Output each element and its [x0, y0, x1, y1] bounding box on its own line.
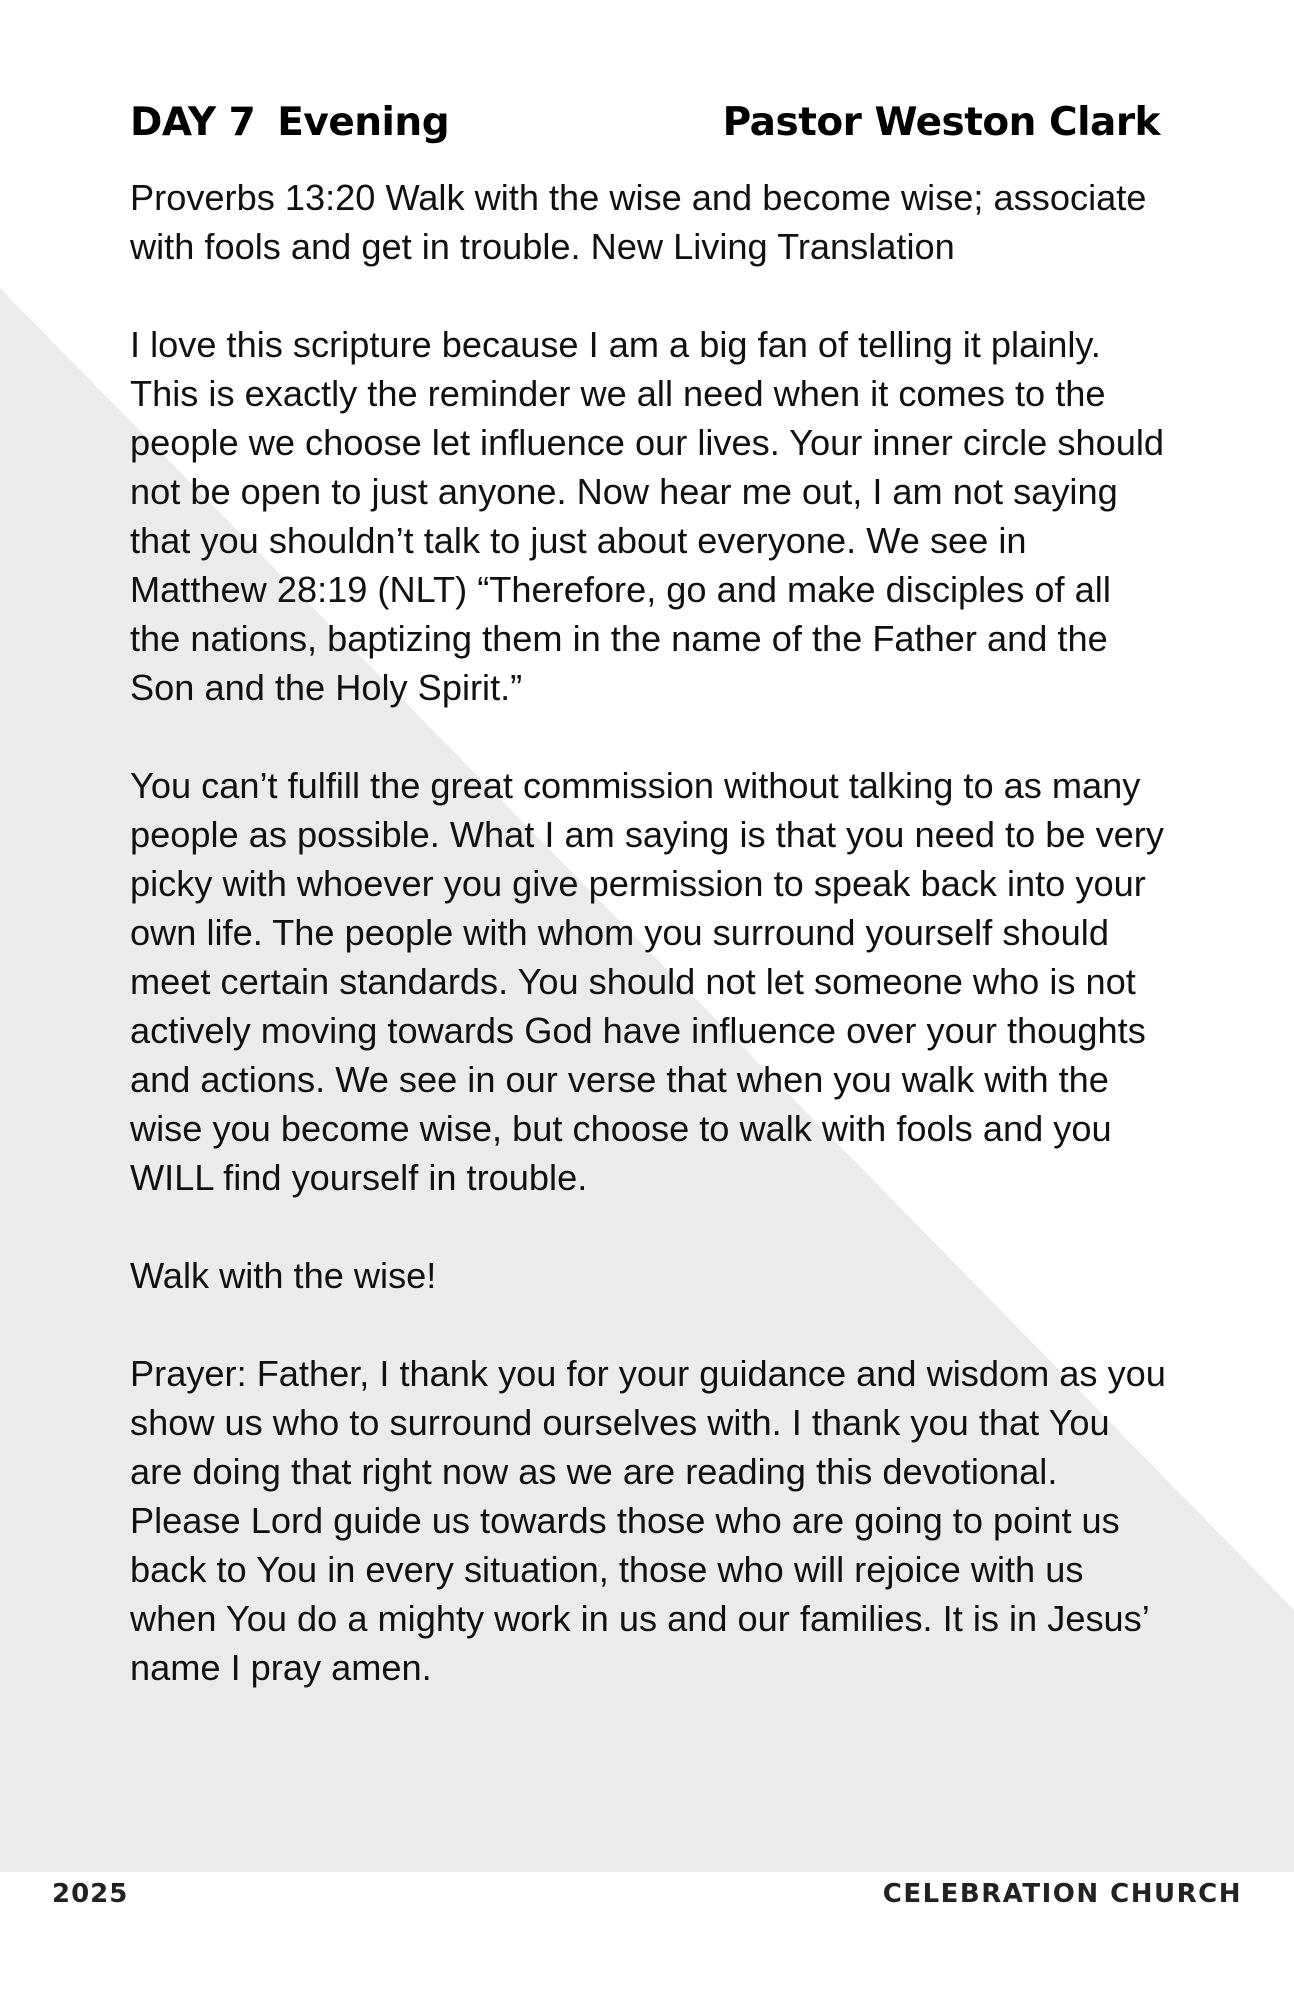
- page-footer: [0, 1872, 1294, 2000]
- devotional-body: [130, 173, 1170, 1741]
- scripture-reference: Proverbs 13:20 Walk with the wise and become wise; associate with fools and get in trouble. New Living Translation: [130, 177, 1147, 267]
- footer-year: 2025: [52, 1879, 129, 1909]
- footer-church-name: CELEBRATION CHURCH: [882, 1879, 1242, 1909]
- day-number: DAY 7: [130, 100, 256, 145]
- body-paragraph-2: You can’t fulfill the great commission without talking to as many people as possible. What I am saying is that you need to be very picky with whoever you give permission to speak back into your own life. The people with whom you surround yourself should meet certain standards. You should not let someone who is not actively moving towards God have influence over your thoughts and actions. We see in our verse that when you walk with the wise you become wise, but choose to walk with fools and you WILL find yourself in trouble.: [130, 765, 1164, 1198]
- exhortation-line: Walk with the wise!: [130, 1255, 437, 1296]
- day-heading: [130, 100, 449, 145]
- prayer-paragraph: Prayer: Father, I thank you for your guidance and wisdom as you show us who to surround ourselves with. I thank you that You are doing that right now as we are reading this devotional. Please Lord guide us towards those who are going to point us back to You in every situation, those who will rejoice with us when You do a mighty work in us and our families. It is in Jesus’ name I pray amen.: [130, 1353, 1166, 1688]
- body-paragraph-1: I love this scripture because I am a big fan of telling it plainly. This is exactly the reminder we all need when it comes to the people we choose let influence our lives. Your inner circle should not be open to just anyone. Now hear me out, I am not saying that you shouldn’t talk to just about everyone. We see in Matthew 28:19 (NLT) “Therefore, go and make disciples of all the nations, baptizing them in the name of the Father and the Son and the Holy Spirit.”: [130, 324, 1164, 708]
- session-label: Evening: [277, 100, 450, 145]
- author-name: Pastor Weston Clark: [722, 100, 1160, 145]
- page-header: [130, 100, 1160, 150]
